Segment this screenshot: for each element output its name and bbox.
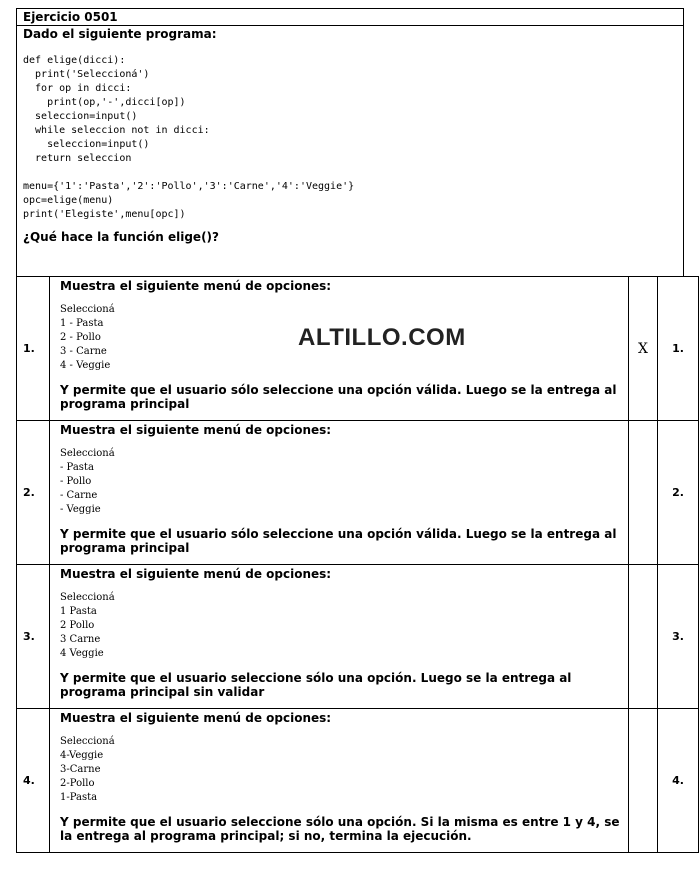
- code-line: opc=elige(menu): [23, 195, 114, 206]
- code-line: print('Elegiste',menu[opc]): [23, 209, 186, 220]
- menu-line: Seleccioná: [60, 304, 115, 315]
- menu-line: - Veggie: [60, 504, 101, 515]
- code-block: [23, 54, 677, 222]
- code-line: return seleccion: [23, 153, 132, 164]
- option-title: Muestra el siguiente menú de opciones:: [60, 567, 332, 581]
- menu-line: 2 Pollo: [60, 620, 95, 631]
- option-number-right: 2.: [658, 421, 699, 565]
- option-body: [50, 709, 629, 853]
- option-menu: [60, 735, 620, 805]
- option-number: 4.: [17, 709, 50, 853]
- menu-line: - Carne: [60, 490, 98, 501]
- code-line: def elige(dicci):: [23, 55, 126, 66]
- watermark-logo: ALTILLO.COM: [298, 324, 466, 351]
- menu-line: Seleccioná: [60, 592, 115, 603]
- menu-line: 1 Pasta: [60, 606, 97, 617]
- option-row[interactable]: [17, 565, 699, 709]
- menu-line: 4 Veggie: [60, 648, 104, 659]
- option-title: Muestra el siguiente menú de opciones:: [60, 423, 332, 437]
- code-line: seleccion=input(): [23, 139, 150, 150]
- option-footer: Y permite que el usuario sólo seleccione una opción válida. Luego se la entrega al programa principal: [60, 527, 617, 555]
- code-line: while seleccion not in dicci:: [23, 125, 210, 136]
- option-number-right: 1.: [658, 277, 699, 421]
- question-body: [17, 26, 683, 276]
- code-line: print(op,'-',dicci[op]): [23, 97, 186, 108]
- menu-line: 4-Veggie: [60, 750, 104, 761]
- menu-line: 2 - Pollo: [60, 332, 101, 343]
- menu-line: 1-Pasta: [60, 792, 98, 803]
- options-table: [16, 276, 699, 853]
- code-line: [23, 166, 677, 180]
- code-line: print('Seleccioná'): [23, 69, 150, 80]
- question-text: ¿Qué hace la función elige()?: [23, 230, 220, 244]
- answer-mark[interactable]: [629, 565, 658, 709]
- code-line: for op in dicci:: [23, 83, 132, 94]
- exercise-title: Ejercicio 0501: [17, 9, 683, 26]
- option-title: Muestra el siguiente menú de opciones:: [60, 279, 332, 293]
- option-row[interactable]: [17, 709, 699, 853]
- option-footer: Y permite que el usuario sólo seleccione una opción válida. Luego se la entrega al programa principal: [60, 383, 617, 411]
- option-row[interactable]: [17, 421, 699, 565]
- menu-line: Seleccioná: [60, 448, 115, 459]
- option-body: [50, 421, 629, 565]
- option-menu: [60, 591, 620, 661]
- menu-line: 3 Carne: [60, 634, 101, 645]
- option-number: 1.: [17, 277, 50, 421]
- option-number: 3.: [17, 565, 50, 709]
- option-number-right: 4.: [658, 709, 699, 853]
- answer-mark[interactable]: [629, 421, 658, 565]
- menu-line: 3 - Carne: [60, 346, 107, 357]
- menu-line: 2-Pollo: [60, 778, 95, 789]
- code-line: seleccion=input(): [23, 111, 138, 122]
- exercise-intro: Dado el siguiente programa:: [23, 27, 217, 41]
- option-body: [50, 565, 629, 709]
- option-footer: Y permite que el usuario seleccione sólo una opción. Luego se la entrega al programa principal sin validar: [60, 671, 572, 699]
- option-number: 2.: [17, 421, 50, 565]
- menu-line: 3-Carne: [60, 764, 101, 775]
- menu-line: - Pasta: [60, 462, 94, 473]
- option-footer: Y permite que el usuario seleccione sólo una opción. Si la misma es entre 1 y 4, se la entrega al programa principal; si no, termina la ejecución.: [60, 815, 620, 843]
- menu-line: - Pollo: [60, 476, 92, 487]
- code-line: menu={'1':'Pasta','2':'Pollo','3':'Carne','4':'Veggie'}: [23, 181, 355, 192]
- option-menu: [60, 447, 620, 517]
- menu-line: Seleccioná: [60, 736, 115, 747]
- option-title: Muestra el siguiente menú de opciones:: [60, 711, 332, 725]
- answer-mark[interactable]: X: [629, 277, 658, 421]
- exercise-sheet: [16, 8, 684, 853]
- question-box: [16, 8, 684, 277]
- option-number-right: 3.: [658, 565, 699, 709]
- answer-mark[interactable]: [629, 709, 658, 853]
- menu-line: 1 - Pasta: [60, 318, 104, 329]
- menu-line: 4 - Veggie: [60, 360, 111, 371]
